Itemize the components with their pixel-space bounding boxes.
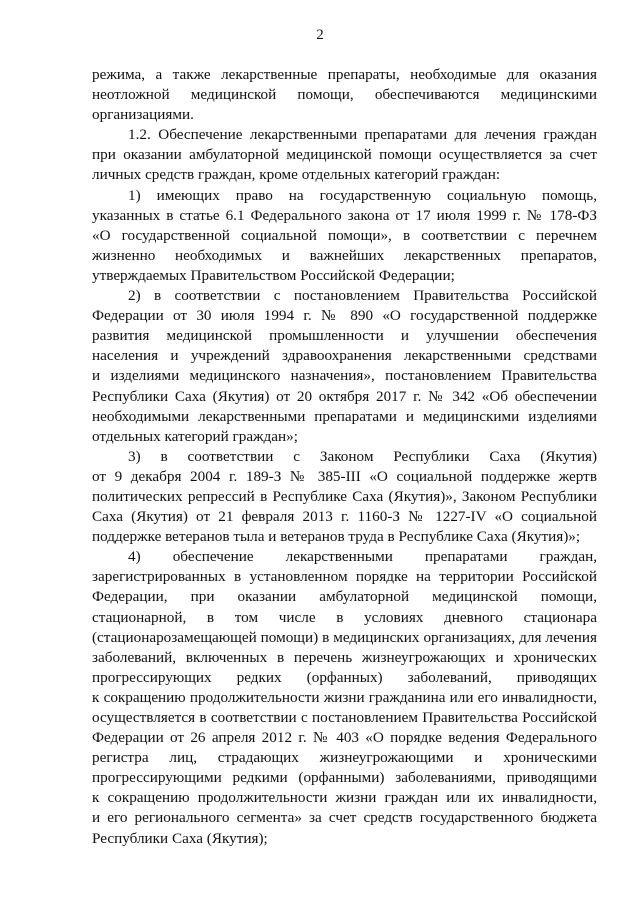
text-line: Федерации от 26 апреля 2012 г. № 403 «О порядке ведения Федерального [92,729,597,747]
text-line: (стационарозамещающей помощи) в медицинских организациях, для лечения [92,628,597,646]
text-line: заболеваний, включенных в перечень жизнеугрожающих и хронических [92,648,597,666]
text-line: отдельных категорий граждан»; [92,427,298,445]
text-line: поддержке ветеранов тыла и ветеранов труда в Республике Саха (Якутия)»; [92,528,581,546]
text-line: прогрессирующих редких (орфанных) заболеваний, приводящих [92,668,597,686]
text-line: «О государственной социальной помощи», в соответствии с перечнем [92,226,597,244]
text-line: регистра лиц, страдающих жизнеугрожающими и хроническими [92,749,597,767]
text-line: к сокращению продолжительности жизни граждан или их инвалидности, [92,789,597,807]
text-line: режима, а также лекарственные препараты, необходимые для оказания [92,66,597,83]
text-line: организациями. [92,106,194,124]
text-line: и изделиями медицинского назначения», постановлением Правительства [92,367,597,385]
text-line: личных средств граждан, кроме отдельных категорий граждан: [92,166,501,184]
text-line: указанных в статье 6.1 Федерального закона от 17 июля 1999 г. № 178-ФЗ [92,206,597,224]
text-line: необходимыми лекарственными препаратами и медицинскими изделиями [92,407,597,425]
text-line: Федерации, при оказании амбулаторной медицинской помощи, [92,588,597,606]
text-line: и его регионального сегмента» за счет средств государственного бюджета [92,809,597,827]
text-line: 1.2. Обеспечение лекарственными препаратами для лечения граждан [128,126,597,144]
text-line: Республики Саха (Якутия); [92,829,268,847]
text-line: к сокращению продолжительности жизни гражданина или его инвалидности, [92,688,597,706]
page-number: 2 [316,27,324,43]
text-line: жизненно необходимых и важнейших лекарственных препаратов, [92,246,597,264]
document-body [92,65,597,849]
text-line: зарегистрированных в установленном порядке на территории Российской [92,568,597,586]
text-line: при оказании амбулаторной медицинской помощи осуществляется за счет [92,146,597,164]
text-line: Саха (Якутия) от 21 февраля 2013 г. 1160-З № 1227-IV «О социальной [92,508,597,526]
text-line: политических репрессий в Республике Саха (Якутия)», Законом Республики [92,487,597,505]
text-line: от 9 декабря 2004 г. 189-З № 385-III «О социальной поддержке жертв [92,467,597,485]
text-line: прогрессирующими редкими (орфанными) заболеваниями, приводящими [92,769,597,787]
text-line: Федерации от 30 июля 1994 г. № 890 «О государственной поддержке [92,307,597,325]
text-line: осуществляется в соответствии с постановлением Правительства Российской [92,709,597,726]
text-line: неотложной медицинской помощи, обеспечиваются медицинскими [92,86,597,104]
text-line: населения и учреждений здравоохранения лекарственными средствами [92,347,597,365]
text-line: 2) в соответствии с постановлением Правительства Российской [128,287,597,305]
text-line: утверждаемых Правительством Российской Федерации; [92,266,455,284]
text-line: 1) имеющих право на государственную социальную помощь, [128,186,597,204]
text-line: Республики Саха (Якутия) от 20 октября 2017 г. № 342 «Об обеспечении [92,387,597,405]
text-line: развития медицинской промышленности и улучшении обеспечения [92,327,597,345]
text-line: стационарной, в том числе в условиях дневного стационара [92,608,597,626]
text-line: 4) обеспечение лекарственными препаратами граждан, [128,548,597,566]
text-line: 3) в соответствии с Законом Республики Саха (Якутия) [128,447,597,465]
